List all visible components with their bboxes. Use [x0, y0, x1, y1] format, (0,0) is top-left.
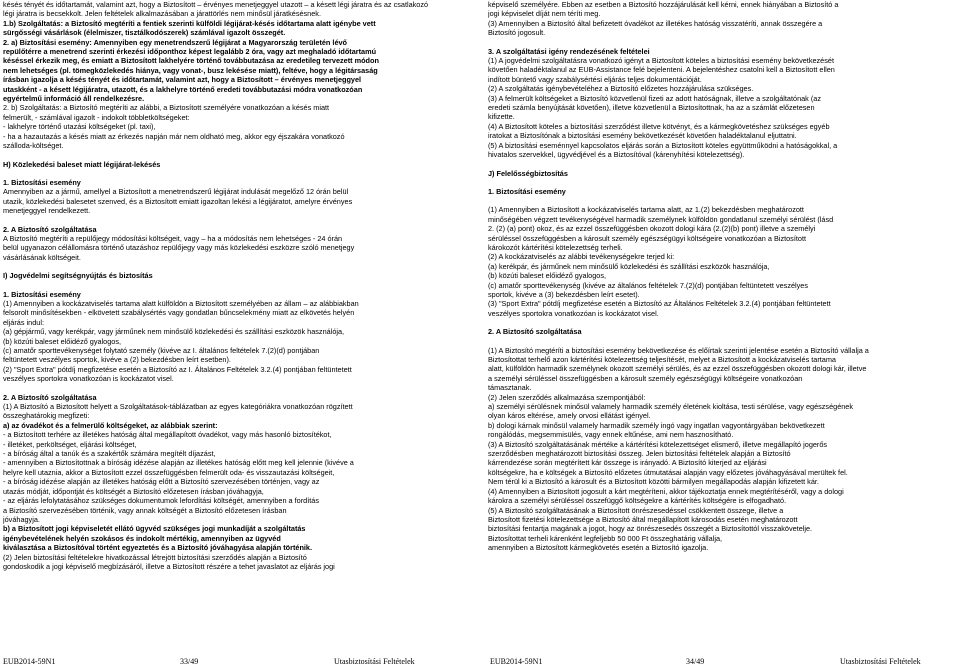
text-line: amennyiben a Biztosított kármegkövetés esetén a Biztosító igazolja. [488, 543, 709, 553]
text-line: késéssel érkezik meg, és emiatt a Biztosított lakhelyére történő továbbutazása az eredetileg tervezett módon [3, 56, 379, 66]
text-line: kifizette. [488, 112, 515, 122]
text-line: - a Biztosított terhére az illetékes hatóság által megállapított óvadékot, vagy más hasonló biztosítékot, [3, 430, 332, 440]
text-line: 2. b) Szolgáltatás: a Biztosító megtéríti az alábbi, a Biztosított személyére vonatkozóan a késés miatt [3, 103, 330, 113]
text-line: (3) Amennyiben a Biztosító által befizetett óvadékot az illetékes hatóság visszatéríti, annak összegére a [488, 18, 823, 28]
text-line: (1) Amennyiben a kockázatviselés tartama alatt külföldön a Biztosított személyében az állam – az alábbiakban [3, 298, 359, 308]
text-line: b) a Biztosított jogi képviseletét ellátó ügyvéd szükséges jogi munkadíját a szolgáltatás [3, 524, 306, 534]
subsection-heading: 1. Biztosítási esemény [488, 186, 566, 196]
subsection-heading: 3. A szolgáltatási igény rendezésének feltételei [488, 46, 650, 56]
text-line: (5) A biztosítási eseménnyel kapcsolatos eljárás során a Biztosított köteles együttműködni a hatóságokkal, a [488, 140, 838, 150]
text-line: 2. a) Biztosítási esemény: Amennyiben egy menetrendszerű légijárat a Magyarország területén lévő [3, 37, 348, 47]
text-line: (4) Amennyiben a Biztosított jogosult a kárt megtéríteni, akkor tájékoztatja ennek megtérítéséről, vagy a dologi [488, 486, 844, 496]
text-line: iratokat a Biztosítónak a biztosítási esemény bekövetkezését követően haladéktalanul eljuttatni. [488, 131, 797, 141]
footer-doc-code: EUB2014-59N1 [490, 656, 543, 666]
text-line: sportok, kivéve a (3) bekezdésben leírt esetet). [488, 289, 640, 299]
text-line: nem lehetséges (pl. tömegközlekedés hiánya, vagy vonat-, busz lekésése miatt), feltéve, hogy a légitársaság [3, 65, 378, 75]
left-column [3, 0, 475, 669]
text-line: (1) Amennyiben a Biztosított a kockázatviselés tartama alatt, az 1.(2) bekezdésben meghatározott [488, 205, 804, 215]
text-line: (2) Jelen biztosítási feltételekre hivatkozással létrejött biztosítási szerződés alapján a Biztosító [3, 552, 307, 562]
text-line: 1.b) Szolgáltatás: a Biztosító megtéríti a fentiek szerinti külföldi légijárat-késés időtartama alatt igénybe vett [3, 18, 376, 28]
text-line: (b) közúti baleset előidéző gyalogos, [488, 271, 607, 281]
subsection-heading: 2. A Biztosító szolgáltatása [3, 392, 97, 402]
text-line: rongálódás, megsemmisülés, vagy ennek eltűnése, ami nem hasznosítható. [488, 430, 734, 440]
text-line: jóváhagyja. [3, 514, 40, 524]
text-line: biztosítási fentartja magának a jogot, hogy az önrészesedés összegét a Biztosítottól visszakövetelje. [488, 524, 813, 534]
text-line: kiválasztása a Biztosítóval történt egyeztetés és a Biztosító jóváhagyása alapján történik. [3, 543, 313, 553]
text-line: a Biztosító szervezésében történik, vagy annak költségét a Biztosító előzetesen írásban [3, 505, 287, 515]
text-line: összeghatárokig megfizeti: [3, 411, 90, 421]
text-line: alatt, külföldön harmadik személynek okozott személyi sérülés, és az ezzel összefüggésben okozott dologi kár, illetve [488, 364, 867, 374]
text-line: Amennyiben az a jármű, amellyel a Biztosított a menetrendszerű légijárat indulását megelőző 12 órán belül [3, 187, 349, 197]
text-line: késés tényét és időtartamát, valamint azt, hogy a Biztosított – érvényes menetjeggyel utazott – a késett légi járatra és az csatlakozó [3, 0, 429, 9]
footer-page-number: 34/49 [686, 656, 705, 666]
text-line: sürgősségi vásárlások (élelmiszer, tisztálkodószerek) számlával igazolt összegét. [3, 28, 286, 38]
subsection-heading: 2. A Biztosító szolgáltatása [3, 224, 97, 234]
text-line: légi járatra is becsekkolt. Jelen feltételek alkalmazásában a járattörlés nem minősül járatkésésnek. [3, 9, 321, 19]
text-line: - illetéket, perköltséget, eljárási költséget, [3, 439, 137, 449]
text-line: - a bíróság által a tanúk és a szakértők számára megítélt díjazást, [3, 449, 216, 459]
text-line: (b) közúti baleset előidéző gyalogos, [3, 336, 122, 346]
text-line: jogi képviselet díját nem téríti meg. [488, 9, 601, 19]
text-line: (3) A felmerült költségeket a Biztosító közvetlenül fizeti az adott hatóságnak, illetve a szolgáltatónak (az [488, 93, 821, 103]
footer-doc-title: Utasbiztosítási Feltételek [334, 656, 415, 666]
text-line: írásban igazolja a késés tényét és időtartamát, valamint azt, hogy a Biztosított – érvényes menetjeggyel [3, 75, 362, 85]
text-line: szerződésben meghatározott biztosítási összeg. Jelen biztosítási feltételek alapján a Biztosító [488, 449, 791, 459]
text-line: Nem térül ki a Biztosító a károsult és a Biztosított közötti bármilyen megállapodás alapján kifizetett kár. [488, 477, 819, 487]
text-line: károkra a személyi sérüléssel összefüggő költségekre a kártérítés költségére is elfogadható. [488, 496, 787, 506]
text-line: Biztosítottat terhelő azon kártérítési kötelezettség teljesítését, melyet a Biztosított a kockázatviselés tartama [488, 355, 836, 364]
text-line: belül ugyanazon célállomásra történő utazáshoz repülőjegy vagy más közlekedési eszközre szóló menetjegy [3, 243, 355, 253]
text-line: képviselő személyére. Ebben az esetben a Biztosító hozzájárulását kell kérni, ennek hiányában a Biztosító a [488, 0, 839, 9]
text-line: - amennyiben a Biztosítottnak a bíróság idézése alapján az illetékes hatóság előtt meg kell jelennie (kivéve a [3, 458, 354, 468]
text-line: a személyi sérüléssel összefüggésben a károsult személy egészségügyi költségeire vonatkozóan [488, 373, 803, 383]
text-line: (4) A Biztosított köteles a biztosítási szerződést illetve kötvényt, és a kármegkövetéshez szükséges egyéb [488, 121, 830, 131]
text-line: (1) A jogvédelmi szolgáltatásra vonatkozó igényt a Biztosított köteles a biztosítási esemény bekövetkezését [488, 56, 834, 66]
text-line: minőségében végzett tevékenységével harmadik személynek külföldön gondatlanul személyi sérülést (lásd [488, 214, 834, 224]
text-line: - ha a hazautazás a késés miatt az érkezés napján már nem oldható meg, akkor egy éjszakára vonatkozó [3, 131, 345, 141]
subsection-heading: 2. A Biztosító szolgáltatása [488, 327, 582, 337]
section-heading: H) Közlekedési baleset miatt légijárat-lekésés [3, 159, 161, 169]
text-line: Biztosító jogosult. [488, 28, 546, 38]
text-line: sérüléssel összefüggésben a károsult személy egészségügyi költségeire vonatkozóan a Biztosított [488, 233, 806, 243]
text-line: támasztanak. [488, 383, 532, 393]
text-line: eljárás indul: [3, 317, 44, 327]
text-line: 2. (2) (a) pont) okoz, és az ezzel összefüggésben okozott dologi kára (2.(2)(b) pont) illetve a személyi [488, 224, 816, 234]
text-line: felsorolt minősítésekben - elkövetett szabálysértés vagy gondatlan bűncselekmény miatt az elkövetés helyén [3, 308, 355, 318]
subsection-heading: 1. Biztosítási esemény [3, 289, 81, 299]
text-line: veszélyes sportokra vonatkozóan is kockázatot visel. [3, 374, 174, 384]
text-line: - lakhelyre történő utazási költségeket (pl. taxi), [3, 122, 156, 132]
text-line: kárrendezése során megtérített kár összege is irányadó. A Biztosító kiterjed az eljárási [488, 458, 767, 468]
text-line: menetjeggyel rendelkezett. [3, 206, 91, 216]
text-line: helyre kell utaznia, akkor a Biztosított ezzel összefüggésben felmerült oda- és visszautazási költségeit, [3, 467, 335, 477]
footer-doc-title: Utasbiztosítási Feltételek [840, 656, 921, 666]
text-line: (c) amatőr sporttevékenység (kivéve az általános feltételek 7.(2)(d) pontjában feltüntetett veszélyes [488, 280, 809, 290]
section-heading: J) Felelősségbiztosítás [488, 168, 568, 178]
text-line: felmerült, - számlával igazolt - indokolt többletköltségeket: [3, 112, 190, 122]
text-line: (3) "Sport Extra" pótdíj megfizetése esetén a Biztosító az Általános Feltételek 3.2.(4) pontjában feltüntetett [488, 299, 831, 309]
text-line: (3) A Biztosító szolgáltatásának mértéke a kártérítési kötelezettséget elismerő, illetve megállapító jogerős [488, 439, 828, 449]
text-line: - a bíróság idézése alapján az illetékes hatóság előtt a Biztosító szervezésében történjen, vagy az [3, 477, 320, 487]
text-line: (5) A Biztosító szolgáltatásának a Biztosított önrészesedéssel csökkentett összege, illetve a [488, 505, 784, 515]
text-line: (1) A Biztosító megtéríti a biztosítási esemény bekövetkezése és előírtak szerinti jelentése esetén a Biztosító vállalja a [488, 345, 869, 355]
text-line: utazás módját, időpontját és költségét a Biztosító előzetesen írásban jóváhagyja, [3, 486, 264, 496]
right-column [488, 0, 957, 669]
text-line: b) dologi kárnak minősül valamely harmadik személy ingó vagy ingatlan vagyontárgyában bekövetkezett [488, 420, 825, 430]
footer-doc-code: EUB2014-59N1 [3, 656, 56, 666]
text-line: (a) gépjármű, vagy kerékpár, vagy járműnek nem minősülő közlekedési és szállítási eszközök használója, [3, 327, 345, 337]
text-line: Biztosított fizetési kötelezettsége a Biztosító által megállapított károsodás esetén meghatározott [488, 514, 798, 524]
text-line: szálloda-költséget. [3, 141, 64, 151]
text-line: (2) A kockázatviselés az alábbi tevékenységekre terjed ki: [488, 252, 675, 262]
text-line: feltüntetett veszélyes sportok, kivéve a (2) bekezdésben leírt esetben). [3, 355, 231, 365]
text-line: veszélyes sportokra vonatkozóan is kockázatot visel. [488, 308, 659, 318]
text-line: Biztosítottat terheli kárenként legfeljebb 50 000 Ft összeghatárig vállalja, [488, 533, 723, 543]
text-line: igénybevételének helyén szokásos és indokolt mértékig, amennyiben az ügyvéd [3, 533, 281, 543]
text-line: károkozót kártérítési kötelezettség terheli. [488, 242, 623, 252]
text-line: egyértelmű információ áll rendelkezésre. [3, 94, 145, 104]
text-line: hivatalos szervekkel, ügyvédjével és a Biztosítóval (kárenyhítési kötelezettség). [488, 150, 745, 160]
footer-page-number: 33/49 [180, 656, 199, 666]
text-line: a) az óvadékot és a felmerülő költségeket, az alábbiak szerint: [3, 420, 218, 430]
text-line: (2) Jelen szerződés alkalmazása szempontjából: [488, 392, 646, 402]
text-line: (2) A szolgáltatás igénybevételéhez a Biztosító előzetes hozzájárulása szükséges. [488, 84, 754, 94]
text-line: olyan káros eltérése, amely orvosi ellátást igényel. [488, 411, 651, 421]
text-line: (c) amatőr sporttevékenységet folytató személy (kivéve az I. általános feltételek 7.(2)(d) pontjában [3, 346, 320, 355]
text-line: a) személyi sérülésnek minősül valamely harmadik személy életének kioltása, testi sérülése, vagy egészségének [488, 402, 854, 412]
text-line: követően haladéktalanul az EUB-Assistance felé bejelenteni. A bejelentéshez csatolni kell a Biztosított ellen [488, 65, 835, 75]
text-line: (1) A Biztosító a Biztosított helyett a Szolgáltatások-táblázatban az egyes kategóriákra vonatkozóan rögzített [3, 402, 353, 412]
text-line: költségekre, ha e költségek a Biztosító előzetes útmutatásai alapján vagy előzetes jóváhagyásával merültek fel. [488, 467, 848, 477]
text-line: (2) "Sport Extra" pótdíj megfizetése esetén a Biztosító az I. Általános Feltételek 3.2.(4) pontjában feltüntetett [3, 364, 352, 374]
text-line: indított büntető vagy szabálysértési eljárás teljes dokumentációját. [488, 74, 702, 84]
subsection-heading: 1. Biztosítási esemény [3, 177, 81, 187]
section-heading: I) Jogvédelmi segítségnyújtás és biztosítás [3, 271, 153, 281]
text-line: (a) kerékpár, és járműnek nem minősülő közlekedési és szállítási eszközök használója, [488, 261, 770, 271]
text-line: repülőtérre a menetrend szerinti érkezési időponthoz képest legalább 2 óra, vagy azt meghaladó időtartamú [3, 47, 377, 57]
text-line: gondoskodik a jogi képviselő megbízásáról, illetve a Biztosított részére a tehet javaslatot az eljárás jogi [3, 561, 335, 571]
text-line: utaskként - a késett légijáratra, utazott, és a lakhelyre történő eredeti továbbutazási módra vonatkozóan [3, 84, 363, 94]
text-line: - az eljárás lefolytatásához szükséges dokumentumok lefordítási költségét, amennyiben a fordítás [3, 496, 319, 506]
text-line: eredeti számla benyújtását követően), illetve közvetlenül a Biztosítottnak, ha az a számlát előzetesen [488, 103, 815, 113]
text-line: utazik, közlekedési balesetet szenved, és a Biztosított emiatt igazoltan lekési a légijáratot, amelyre érvényes [3, 196, 353, 206]
text-line: A Biztosító megtéríti a repülőjegy módosítási költségeit, vagy – ha a módosítás nem lehetséges - 24 órán [3, 233, 343, 243]
text-line: vásárlásának költségeit. [3, 252, 81, 262]
